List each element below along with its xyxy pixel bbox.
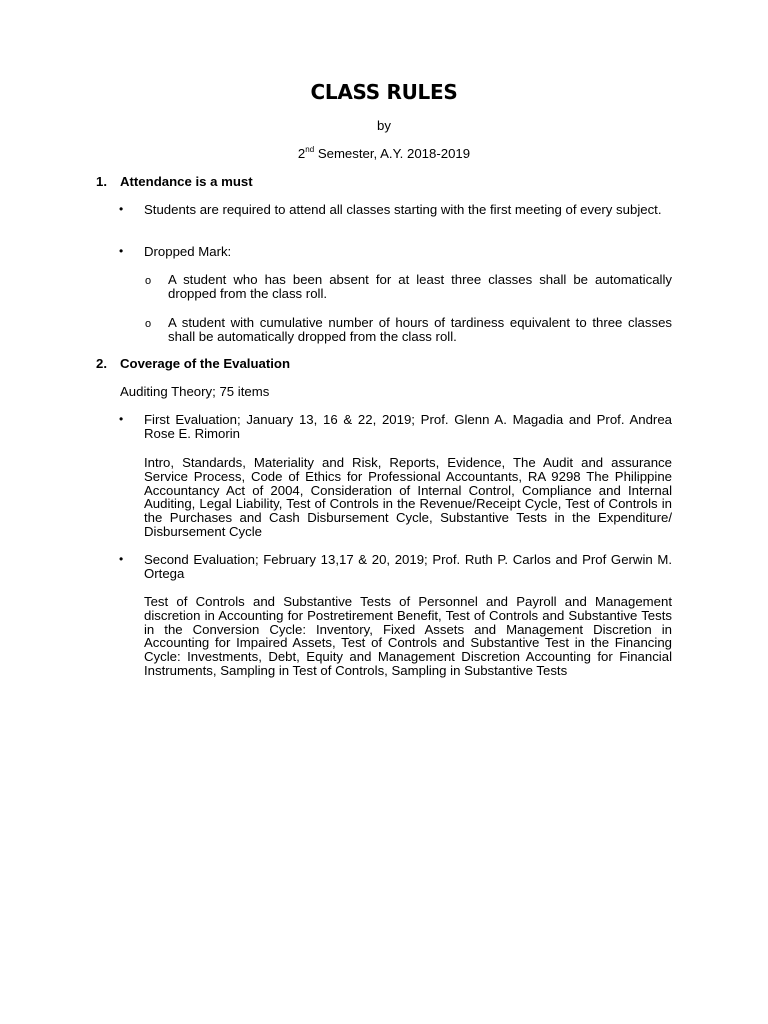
semester-ordinal: nd — [305, 144, 315, 154]
dropped-tardiness-rule: A student with cumulative number of hours of tardiness equivalent to three classes shall be automatically dropped from the class roll. — [168, 315, 672, 344]
semester-text: Semester, A.Y. 2018-2019 — [314, 146, 471, 161]
circle-marker: o — [145, 318, 152, 330]
section-number: 1. — [96, 174, 107, 189]
semester-line — [0, 144, 768, 161]
first-evaluation-header: First Evaluation; January 13, 16 & 22, 2019; Prof. Glenn A. Magadia and Prof. Andrea Rose E. Rimorin — [144, 412, 672, 441]
section-title: Attendance is a must — [120, 174, 253, 189]
bullet-marker: • — [119, 202, 124, 216]
byline: by — [377, 118, 391, 133]
section-heading-coverage — [96, 357, 290, 371]
section-heading-attendance — [96, 175, 253, 189]
circle-marker: o — [145, 275, 152, 287]
attendance-rule-1: Students are required to attend all classes starting with the first meeting of every subject. — [144, 202, 662, 217]
section-number: 2. — [96, 356, 107, 371]
second-evaluation-header: Second Evaluation; February 13,17 & 20, 2019; Prof. Ruth P. Carlos and Prof Gerwin M. Ortega — [144, 552, 672, 581]
section-title: Coverage of the Evaluation — [120, 356, 291, 371]
semester-number: 2 — [297, 146, 306, 161]
bullet-marker: • — [119, 244, 124, 258]
second-evaluation-topics: Test of Controls and Substantive Tests of Personnel and Payroll and Management discretion in Accounting for Postretirement Benefit, Test of Controls and Substantive Tests in the Conversion Cycle: Inventory, Fixed Assets and Management Discretion in Accounting for Impaired Assets, Test of Controls and Substantive Test in the Financing Cycle: Investments, Debt, Equity and Management Discretion Accounting for Financial Instruments, Sampling in Test of Controls, Sampling in Substantive Tests — [144, 594, 672, 678]
first-evaluation-topics: Intro, Standards, Materiality and Risk, Reports, Evidence, The Audit and assurance Service Process, Code of Ethics for Professional Accountants, RA 9298 The Philippine Accountancy Act of 2004, Consideration of Internal Control, Compliance and Internal Auditing, Legal Liability, Test of Controls in the Revenue/Receipt Cycle, Test of Controls in the Purchases and Cash Disbursement Cycle, Substantive Tests in the Expenditure/ Disbursement Cycle — [144, 455, 672, 539]
dropped-mark-label: Dropped Mark: — [144, 244, 232, 259]
bullet-marker: • — [119, 412, 124, 426]
bullet-marker: • — [119, 552, 124, 566]
page-title: CLASS RULES — [310, 80, 458, 104]
dropped-absence-rule: A student who has been absent for at least three classes shall be automatically dropped from the class roll. — [168, 272, 672, 301]
coverage-intro: Auditing Theory; 75 items — [120, 384, 270, 399]
